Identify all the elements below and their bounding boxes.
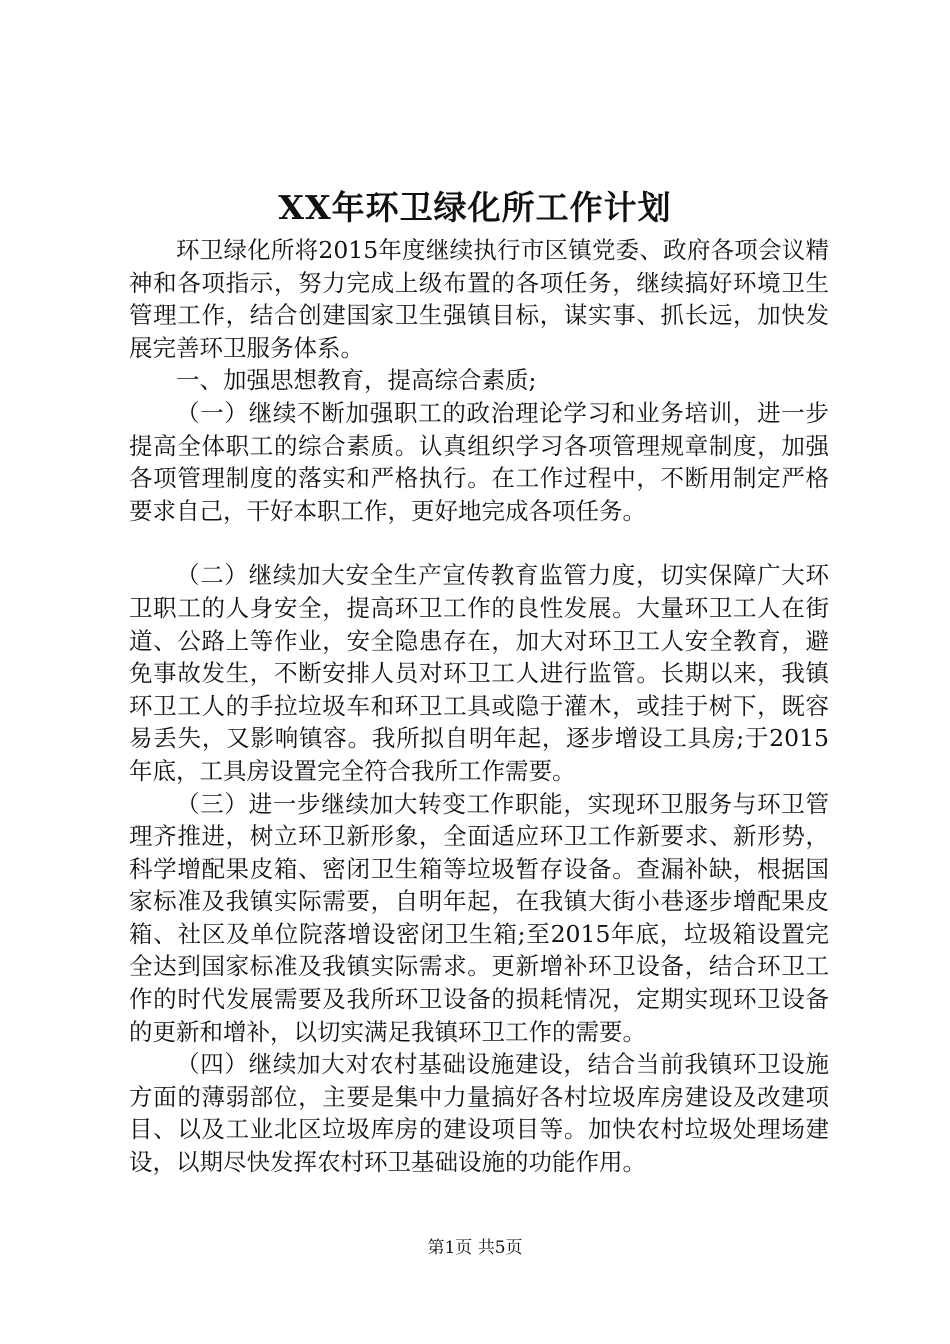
paragraph-item-3: （三）进一步继续加大转变工作职能，实现环卫服务与环卫管理齐推进，树立环卫新形象，全面适应环卫工作新要求、新形势，科学增配果皮箱、密闭卫生箱等垃圾暂存设备。查漏补缺，根据国家标准及我镇实际需要，自明年起，在我镇大街小巷逐步增配果皮箱、社区及单位院落增设密闭卫生箱;至2015年底，垃圾箱设置完全达到国家标准及我镇实际需求。更新增补环卫设备，结合环卫工作的时代发展需要及我所环卫设备的损耗情况，定期实现环卫设备的更新和增补，以切实满足我镇环卫工作的需要。 xyxy=(129,789,829,1046)
paragraph-item-2: （二）继续加大安全生产宣传教育监管力度，切实保障广大环卫职工的人身安全，提高环卫工作的良性发展。大量环卫工人在街道、公路上等作业，安全隐患存在，加大对环卫工人安全教育，避免事故发生，不断安排人员对环卫工人进行监管。长期以来，我镇环卫工人的手拉垃圾车和环卫工具或隐于灌木，或挂于树下，既容易丢失，又影响镇容。我所拟自明年起，逐步增设工具房;于2015年底，工具房设置完全符合我所工作需要。 xyxy=(129,561,829,785)
paragraph-intro: 环卫绿化所将2015年度继续执行市区镇党委、政府各项会议精神和各项指示，努力完成上级布置的各项任务，继续搞好环境卫生管理工作，结合创建国家卫生强镇目标，谋实事、抓长远，加快发展完善环卫服务体系。 xyxy=(129,236,829,362)
page-footer: 第1页 共5页 xyxy=(427,1238,523,1258)
paragraph-item-1: （一）继续不断加强职工的政治理论学习和业务培训，进一步提高全体职工的综合素质。认真组织学习各项管理规章制度，加强各项管理制度的落实和严格执行。在工作过程中，不断用制定严格要求自己，干好本职工作，更好地完成各项任务。 xyxy=(129,398,829,525)
document-title: XX年环卫绿化所工作计划 xyxy=(278,188,672,227)
section-heading-1: 一、加强思想教育，提高综合素质; xyxy=(176,366,537,395)
paragraph-item-4: （四）继续加大对农村基础设施建设，结合当前我镇环卫设施方面的薄弱部位，主要是集中力量搞好各村垃圾库房建设及改建项目、以及工业北区垃圾库房的建设项目等。加快农村垃圾处理场建设，以期尽快发挥农村环卫基础设施的功能作用。 xyxy=(129,1050,829,1177)
document-body xyxy=(129,234,829,1179)
